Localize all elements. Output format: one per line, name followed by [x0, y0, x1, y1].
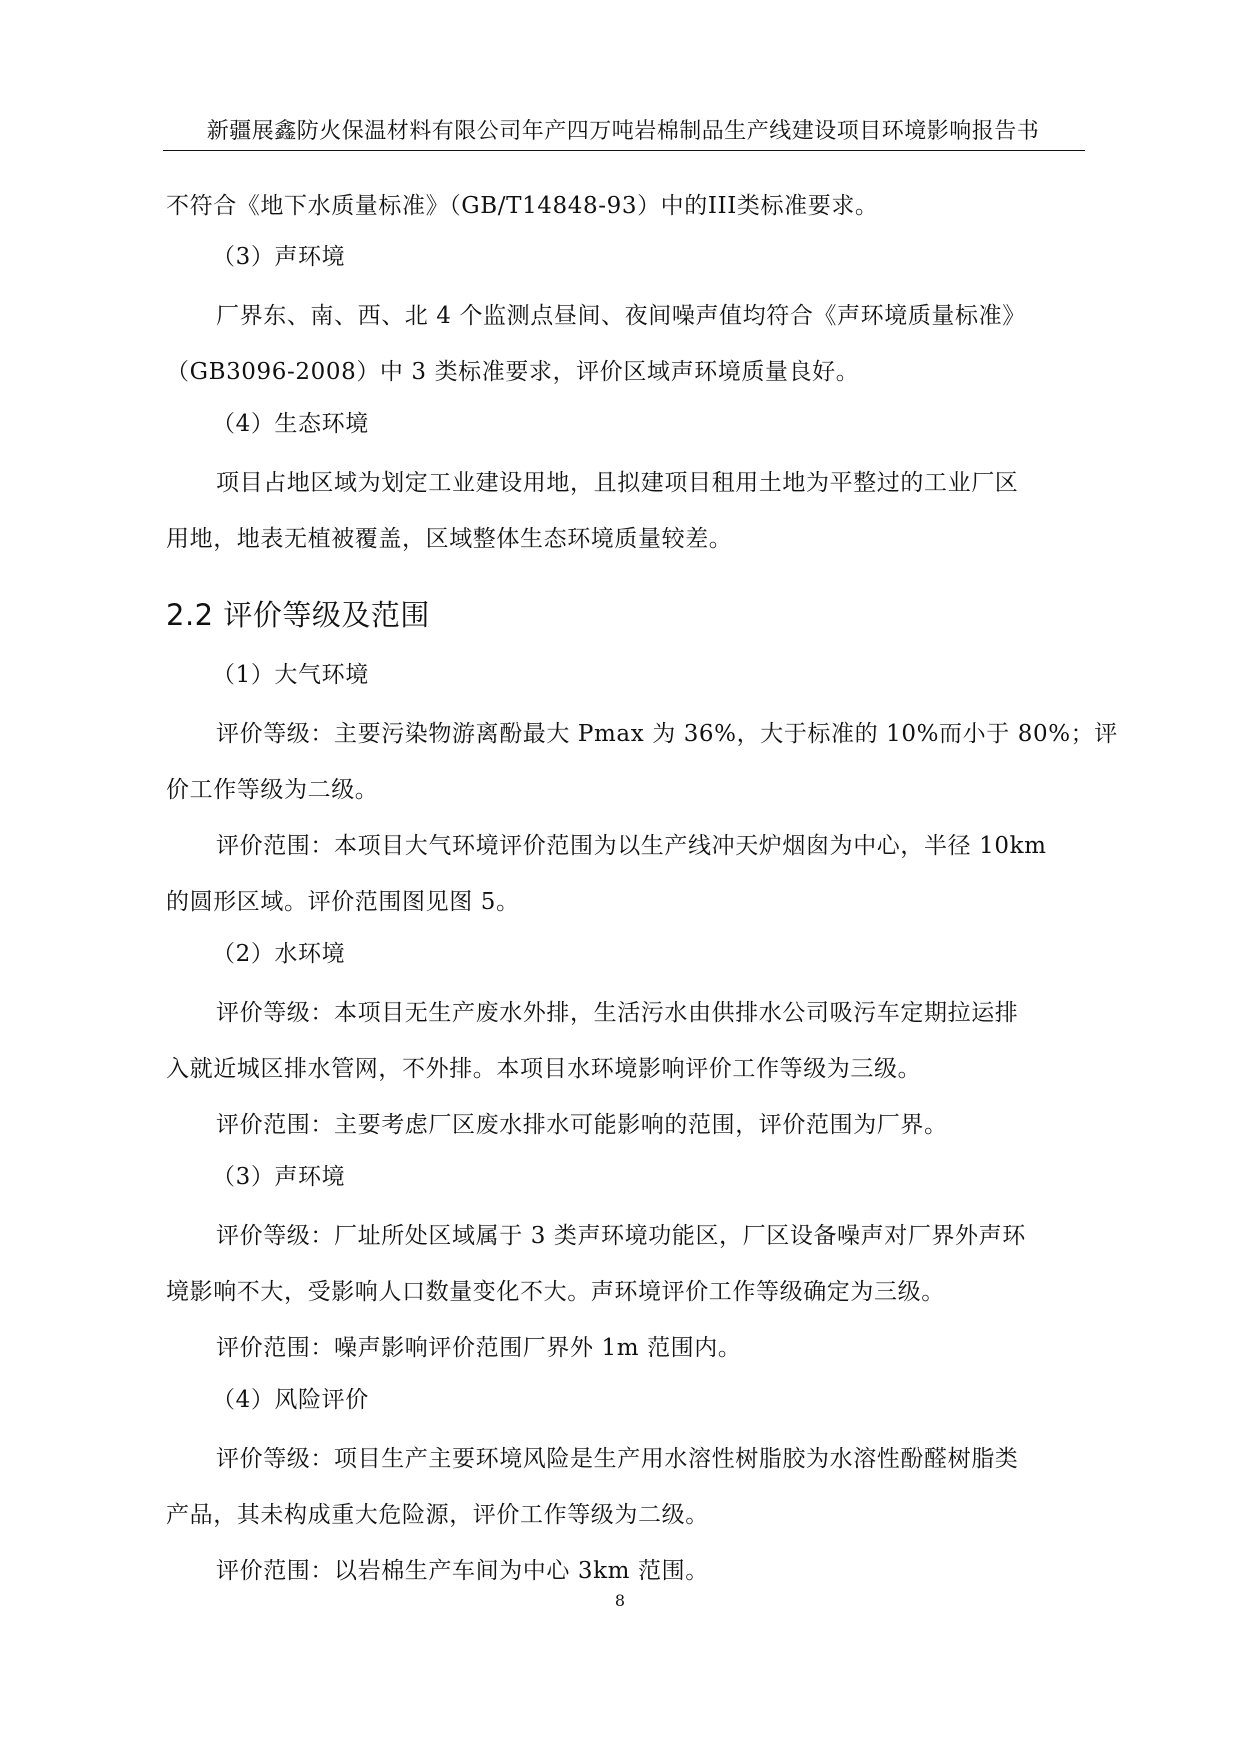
text-line: 入就近城区排水管网，不外排。本项目水环境影响评价工作等级为三级。 [166, 1056, 922, 1082]
subsection-heading: （2）水环境 [212, 941, 346, 967]
text-line: 评价范围：以岩棉生产车间为中心 3km 范围。 [216, 1558, 709, 1584]
text-line: 评价范围：噪声影响评价范围厂界外 1m 范围内。 [216, 1335, 742, 1361]
page-number: 8 [614, 1591, 626, 1610]
subsection-heading: （4）生态环境 [212, 411, 369, 437]
text-line: 评价等级：项目生产主要环境风险是生产用水溶性树脂胶为水溶性酚醛树脂类 [216, 1446, 1019, 1472]
subsection-heading: （3）声环境 [212, 1164, 346, 1190]
text-line: 不符合《地下水质量标准》（GB/T14848-93）中的III类标准要求。 [166, 193, 879, 219]
text-line: 的圆形区域。评价范围图见图 5。 [166, 889, 520, 915]
text-line: 评价范围：主要考虑厂区废水排水可能影响的范围，评价范围为厂界。 [216, 1112, 948, 1138]
text-line: 评价范围：本项目大气环境评价范围为以生产线冲天炉烟囱为中心，半径 10km [216, 833, 1047, 859]
text-line: 用地，地表无植被覆盖，区域整体生态环境质量较差。 [166, 526, 733, 552]
text-line: （GB3096-2008）中 3 类标准要求，评价区域声环境质量良好。 [166, 359, 860, 385]
text-line: 评价等级：本项目无生产废水外排，生活污水由供排水公司吸污车定期拉运排 [216, 1000, 1019, 1026]
text-line: 评价等级：主要污染物游离酚最大 Pmax 为 36%，大于标准的 10%而小于 80%；评 [216, 721, 1118, 747]
subsection-heading: （4）风险评价 [212, 1387, 369, 1413]
section-heading: 2.2 评价等级及范围 [166, 598, 430, 632]
text-line: 厂界东、南、西、北 4 个监测点昼间、夜间噪声值均符合《声环境质量标准》 [216, 303, 1026, 329]
text-line: 评价等级：厂址所处区域属于 3 类声环境功能区，厂区设备噪声对厂界外声环 [216, 1223, 1026, 1249]
text-line: 价工作等级为二级。 [166, 777, 379, 803]
subsection-heading: （1）大气环境 [212, 662, 369, 688]
running-header: 新疆展鑫防火保温材料有限公司年产四万吨岩棉制品生产线建设项目环境影响报告书 [206, 119, 1040, 144]
text-line: 产品，其未构成重大危险源，评价工作等级为二级。 [166, 1502, 709, 1528]
subsection-heading: （3）声环境 [212, 244, 346, 270]
text-line: 项目占地区域为划定工业建设用地，且拟建项目租用土地为平整过的工业厂区 [216, 470, 1019, 496]
text-line: 境影响不大，受影响人口数量变化不大。声环境评价工作等级确定为三级。 [166, 1279, 945, 1305]
